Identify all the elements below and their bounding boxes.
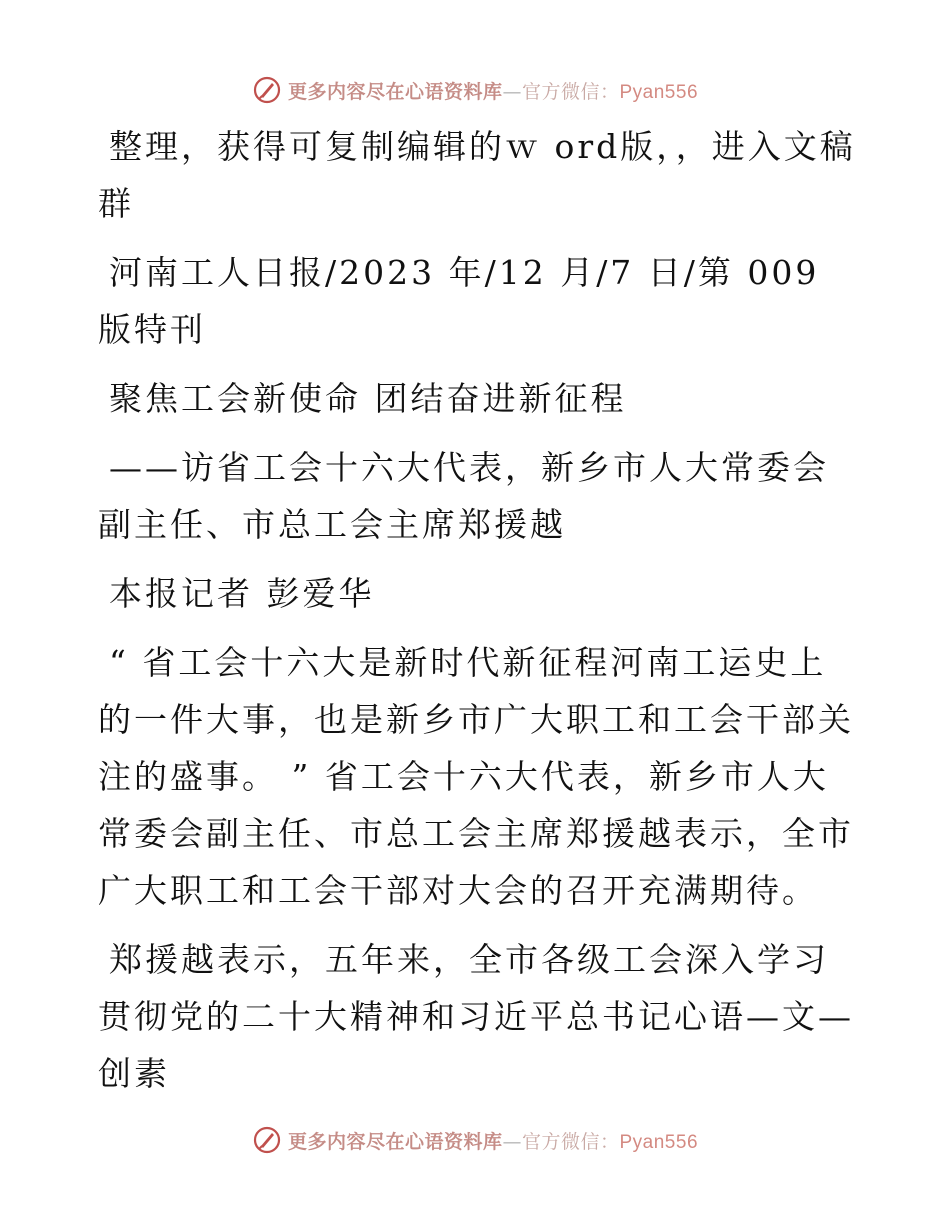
watermark-text	[288, 1127, 698, 1154]
watermark-separator: —	[502, 80, 522, 103]
quill-seal-icon	[252, 75, 282, 105]
quill-seal-icon	[252, 1125, 282, 1155]
document-body	[98, 118, 858, 1114]
article-title: 聚焦工会新使命 团结奋进新征程	[109, 379, 627, 418]
article-subtitle: ——访省工会十六大代表，新乡市人大常委会副主任、市总工会主席郑援越	[98, 448, 829, 544]
watermark-text	[288, 77, 698, 104]
footer-watermark	[0, 1123, 950, 1157]
watermark-label: 官方微信：	[521, 1130, 620, 1153]
watermark-label: 官方微信：	[521, 80, 620, 103]
paragraph-quote: “ 省工会十六大是新时代新征程河南工运史上的一件大事，也是新乡市广大职工和工会干部关注的盛事。 ” 省工会十六大代表，新乡市人大常委会副主任、市总工会主席郑援越表示，全市广大职工和工会干部对大会的召开充满期待。	[98, 643, 854, 910]
watermark-main: 更多内容尽在心语资料库	[287, 80, 503, 103]
paragraph-intro: 整理，获得可复制编辑的ｗ ord版，，进入文稿群	[98, 127, 856, 223]
watermark-id: Pyan556	[619, 1131, 699, 1153]
paragraph-body: 郑援越表示，五年来，全市各级工会深入学习贯彻党的二十大精神和习近平总书记心语—文—创素	[98, 940, 854, 1093]
paragraph-source: 河南工人日报/2023 年/12 月/7 日/第 009 版特刊	[98, 253, 820, 349]
article-byline: 本报记者 彭爱华	[109, 574, 375, 613]
header-watermark	[0, 73, 950, 107]
watermark-id: Pyan556	[619, 81, 699, 103]
watermark-separator: —	[502, 1130, 522, 1153]
watermark-main: 更多内容尽在心语资料库	[287, 1130, 503, 1153]
